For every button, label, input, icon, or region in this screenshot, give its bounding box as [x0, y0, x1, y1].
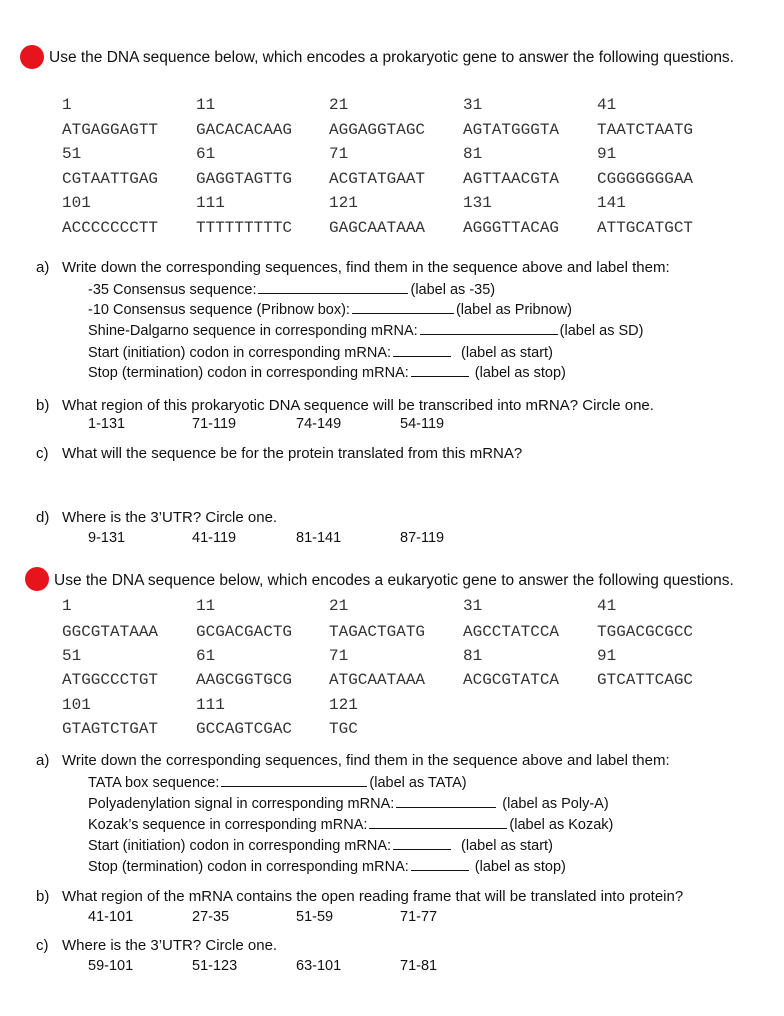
- q1-seq-41: TAATCTAATG: [597, 121, 694, 139]
- q2-c-option-2[interactable]: 51-123: [192, 958, 238, 974]
- q1-seq-101: ACCCCCCCTT: [62, 219, 159, 237]
- answer-blank[interactable]: [396, 794, 496, 808]
- q2-num-1: 1: [62, 597, 72, 615]
- q1-num-81: 81: [463, 145, 483, 163]
- q1-d-option-1[interactable]: 9-131: [88, 530, 126, 546]
- q1-d-option-2[interactable]: 41-119: [192, 530, 237, 546]
- q2-num-31: 31: [463, 597, 483, 615]
- q2-c-prompt: Where is the 3’UTR? Circle one.: [62, 937, 278, 954]
- answer-blank[interactable]: [258, 280, 408, 294]
- q1-num-111: 111: [196, 194, 225, 212]
- q1-b-option-3[interactable]: 74-149: [296, 416, 342, 432]
- q1-num-141: 141: [597, 194, 626, 212]
- answer-blank[interactable]: [352, 300, 454, 314]
- q2-seq-41: TGGACGCGCC: [597, 623, 694, 641]
- q2-c-option-3[interactable]: 63-101: [296, 958, 342, 974]
- q1-num-11: 11: [196, 96, 216, 114]
- q1-d-option-4[interactable]: 87-119: [400, 530, 445, 546]
- answer-blank[interactable]: [411, 857, 469, 871]
- q1-d-prompt: Where is the 3’UTR? Circle one.: [62, 509, 278, 526]
- q1-seq-91: CGGGGGGGAA: [597, 170, 694, 188]
- q1-a-item-start: Start (initiation) codon in corresponding mRNA: (label as start): [88, 345, 553, 361]
- q2-b-option-4[interactable]: 71-77: [400, 909, 438, 925]
- q1-num-61: 61: [196, 145, 216, 163]
- answer-blank[interactable]: [221, 773, 367, 787]
- q1-c-letter: c): [36, 445, 49, 462]
- q1-num-31: 31: [463, 96, 483, 114]
- q2-a-item-tata: TATA box sequence: (label as TATA): [88, 775, 467, 791]
- q1-seq-61: GAGGTAGTTG: [196, 170, 293, 188]
- q2-seq-91: GTCATTCAGC: [597, 671, 694, 689]
- q2-a-prompt: Write down the corresponding sequences, find them in the sequence above and label them:: [62, 752, 670, 769]
- answer-blank[interactable]: [393, 343, 451, 357]
- answer-blank[interactable]: [369, 815, 507, 829]
- q1-num-1: 1: [62, 96, 72, 114]
- q1-num-71: 71: [329, 145, 349, 163]
- q2-intro: Use the DNA sequence below, which encodes a eukaryotic gene to answer the following questions.: [54, 572, 734, 589]
- q2-b-option-1[interactable]: 41-101: [88, 909, 134, 925]
- q1-seq-21: AGGAGGTAGC: [329, 121, 426, 139]
- q2-seq-31: AGCCTATCCA: [463, 623, 560, 641]
- answer-blank[interactable]: [393, 836, 451, 850]
- q2-c-option-1[interactable]: 59-101: [88, 958, 134, 974]
- q1-seq-71: ACGTATGAAT: [329, 170, 426, 188]
- q2-a-item-kozak: Kozak’s sequence in corresponding mRNA: (label as Kozak): [88, 817, 614, 833]
- q2-a-letter: a): [36, 752, 50, 769]
- q1-seq-131: AGGGTTACAG: [463, 219, 560, 237]
- q1-seq-121: GAGCAATAAA: [329, 219, 426, 237]
- q2-num-111: 111: [196, 696, 225, 714]
- q2-num-91: 91: [597, 647, 617, 665]
- q2-seq-71: ATGCAATAAA: [329, 671, 426, 689]
- answer-blank[interactable]: [411, 363, 469, 377]
- q1-a-item-35: -35 Consensus sequence: (label as -35): [88, 282, 496, 298]
- q1-num-91: 91: [597, 145, 617, 163]
- q2-seq-121: TGC: [329, 720, 358, 738]
- q1-c-prompt: What will the sequence be for the protein translated from this mRNA?: [62, 445, 523, 462]
- q2-seq-51: ATGGCCCTGT: [62, 671, 159, 689]
- q2-seq-111: GCCAGTCGAC: [196, 720, 293, 738]
- q2-seq-11: GCGACGACTG: [196, 623, 293, 641]
- q1-b-option-2[interactable]: 71-119: [192, 416, 237, 432]
- q1-seq-141: ATTGCATGCT: [597, 219, 694, 237]
- q1-intro: Use the DNA sequence below, which encodes a prokaryotic gene to answer the following questions.: [49, 49, 734, 66]
- q2-b-option-2[interactable]: 27-35: [192, 909, 230, 925]
- q1-b-option-4[interactable]: 54-119: [400, 416, 445, 432]
- q2-num-81: 81: [463, 647, 483, 665]
- q2-num-21: 21: [329, 597, 349, 615]
- q1-seq-81: AGTTAACGTA: [463, 170, 560, 188]
- q2-num-41: 41: [597, 597, 617, 615]
- q2-seq-1: GGCGTATAAA: [62, 623, 159, 641]
- q2-num-101: 101: [62, 696, 91, 714]
- q1-seq-111: TTTTTTTTTC: [196, 219, 293, 237]
- q1-b-letter: b): [36, 397, 50, 414]
- q1-seq-31: AGTATGGGTA: [463, 121, 560, 139]
- q2-num-71: 71: [329, 647, 349, 665]
- q1-a-item-sd: Shine-Dalgarno sequence in corresponding mRNA: (label as SD): [88, 323, 644, 339]
- q2-num-11: 11: [196, 597, 216, 615]
- q1-num-41: 41: [597, 96, 617, 114]
- q2-num-121: 121: [329, 696, 358, 714]
- q1-d-option-3[interactable]: 81-141: [296, 530, 342, 546]
- q1-num-51: 51: [62, 145, 82, 163]
- q2-c-option-4[interactable]: 71-81: [400, 958, 438, 974]
- q2-b-prompt: What region of the mRNA contains the open reading frame that will be translated into protein?: [62, 888, 684, 905]
- q2-b-option-3[interactable]: 51-59: [296, 909, 334, 925]
- q2-seq-81: ACGCGTATCA: [463, 671, 560, 689]
- q1-seq-1: ATGAGGAGTT: [62, 121, 159, 139]
- q1-b-option-1[interactable]: 1-131: [88, 416, 126, 432]
- q2-seq-61: AAGCGGTGCG: [196, 671, 293, 689]
- q2-a-item-start: Start (initiation) codon in corresponding mRNA: (label as start): [88, 838, 553, 854]
- q1-num-121: 121: [329, 194, 358, 212]
- q2-seq-21: TAGACTGATG: [329, 623, 426, 641]
- q2-num-51: 51: [62, 647, 82, 665]
- q1-a-item-pribnow: -10 Consensus sequence (Pribnow box): (label as Pribnow): [88, 302, 573, 318]
- red-bullet-icon: [25, 567, 49, 591]
- q2-a-item-polya: Polyadenylation signal in corresponding mRNA: (label as Poly-A): [88, 796, 609, 812]
- q2-a-item-stop: Stop (termination) codon in corresponding mRNA: (label as stop): [88, 859, 566, 875]
- q1-num-21: 21: [329, 96, 349, 114]
- q1-a-letter: a): [36, 259, 50, 276]
- q1-seq-51: CGTAATTGAG: [62, 170, 159, 188]
- answer-blank[interactable]: [420, 321, 558, 335]
- q1-b-prompt: What region of this prokaryotic DNA sequence will be transcribed into mRNA? Circle one.: [62, 397, 654, 414]
- q1-num-101: 101: [62, 194, 91, 212]
- q2-num-61: 61: [196, 647, 216, 665]
- q1-a-item-stop: Stop (termination) codon in corresponding mRNA: (label as stop): [88, 365, 566, 381]
- q1-seq-11: GACACACAAG: [196, 121, 293, 139]
- q1-a-prompt: Write down the corresponding sequences, find them in the sequence above and label them:: [62, 259, 670, 276]
- q2-c-letter: c): [36, 937, 49, 954]
- q2-b-letter: b): [36, 888, 50, 905]
- q1-num-131: 131: [463, 194, 492, 212]
- red-bullet-icon: [20, 45, 44, 69]
- q2-seq-101: GTAGTCTGAT: [62, 720, 159, 738]
- q1-d-letter: d): [36, 509, 50, 526]
